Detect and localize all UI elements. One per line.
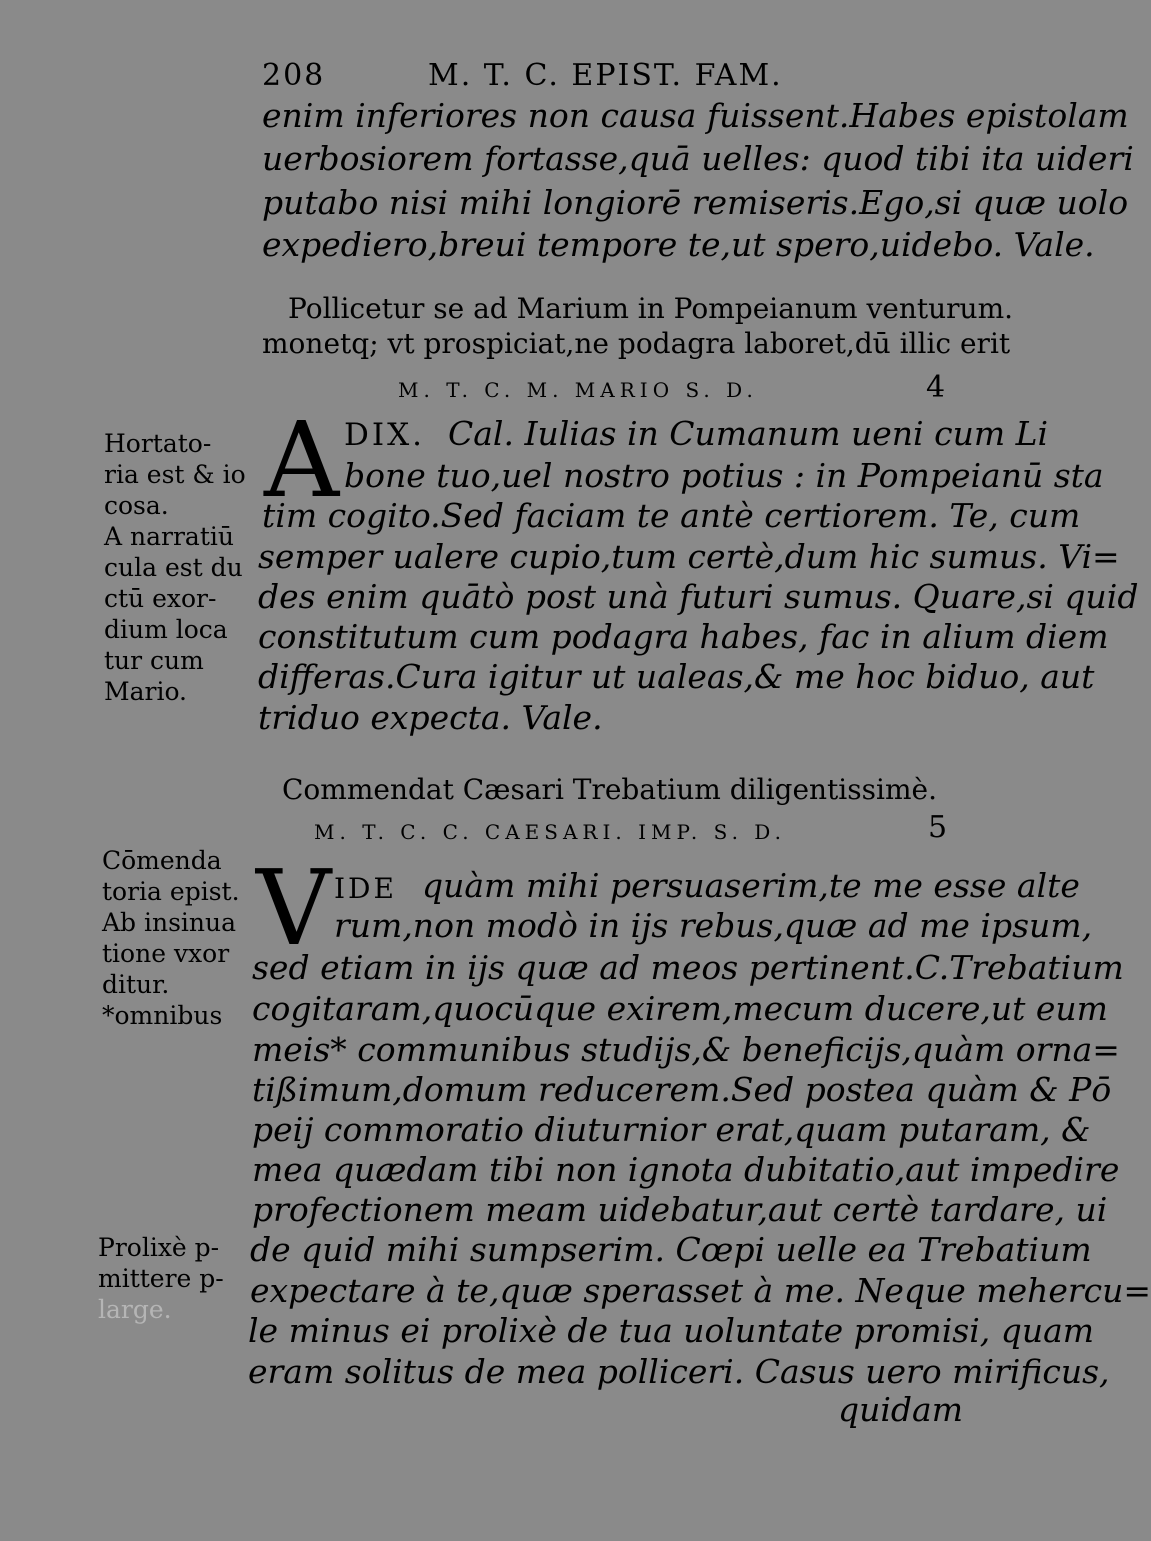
argument-line: Pollicetur se ad Marium in Pompeianum venturum. (288, 292, 1014, 325)
text-line: le minus ei prolixè de tua uoluntate promisi, quam (248, 1311, 1095, 1350)
note-line: mittere p- (98, 1264, 224, 1293)
note-line: ctū exor- (104, 584, 217, 613)
catchword: quidam (838, 1390, 964, 1429)
first-line-caps: DIX. (344, 417, 426, 453)
text-line: bone tuo,uel nostro potius : in Pompeianū sta (344, 456, 1104, 495)
first-line-caps: IDE (334, 872, 397, 905)
note-line: A narratiū (104, 522, 234, 551)
margin-note (98, 1232, 248, 1325)
page-number: 208 (262, 58, 326, 93)
text-line: tißimum,domum reducerem.Sed postea quàm & Pō (252, 1070, 1112, 1109)
note-line: tione vxor (102, 939, 230, 968)
salutation: M. T. C. C. CAESARI. IMP. S. D. (314, 820, 786, 844)
text-line: profectionem meam uidebatur,aut certè tardare, ui (252, 1190, 1108, 1229)
note-line: dium loca (104, 615, 228, 644)
text-line: eram solitus de mea polliceri. Casus uero mirificus, (248, 1352, 1110, 1391)
text-line: peij commoratio diuturnior erat,quam putaram, & (252, 1110, 1091, 1149)
text-line: expediero,breui tempore te,ut spero,uidebo. Vale. (262, 225, 1095, 264)
note-line: tur cum (104, 646, 204, 675)
text-line: triduo expecta. Vale. (258, 698, 603, 737)
running-title: M. T. C. EPIST. FAM. (428, 58, 783, 93)
argument-line: monetq; vt prospiciat,ne podagra laboret,dū illic erit (262, 327, 1011, 360)
note-line: *omnibus (102, 1001, 223, 1030)
text-line: des enim quātò post unà futuri sumus. Quare,si quid (258, 577, 1139, 616)
margin-note (104, 428, 254, 707)
text-line: de quid mihi sumpserim. Cœpi uelle ea Trebatium (250, 1230, 1092, 1269)
salutation: M. T. C. M. MARIO S. D. (398, 378, 758, 402)
text-line: mea quædam tibi non ignota dubitatio,aut impedire (252, 1150, 1120, 1189)
note-line: Mario. (104, 677, 188, 706)
text-line: Cal. Iulias in Cumanum ueni cum Li (448, 414, 1049, 453)
note-line: Hortato- (104, 429, 212, 458)
letter-number: 4 (926, 370, 946, 405)
text-line: cogitaram,quocūque exirem,mecum ducere,ut eum (252, 989, 1108, 1028)
note-line: Prolixè p- (98, 1233, 220, 1262)
text-line: enim inferiores non causa fuissent.Habes epistolam (262, 96, 1129, 135)
note-line: cula est du (104, 553, 243, 582)
drop-cap: V (256, 847, 332, 969)
text-line: sed etiam in ijs quæ ad meos pertinent.C.Trebatium (252, 948, 1124, 987)
text-line: semper ualere cupio,tum certè,dum hic sumus. Vi= (258, 537, 1120, 576)
note-line: ria est & io (104, 460, 246, 489)
text-line: putabo nisi mihi longiorē remiseris.Ego,si quæ uolo (262, 183, 1129, 222)
note-line: toria epist. (102, 877, 240, 906)
note-line: cosa. (104, 491, 169, 520)
margin-note (102, 845, 252, 1031)
note-line: large. (98, 1295, 172, 1324)
text-line: differas.Cura igitur ut ualeas,& me hoc biduo, aut (258, 657, 1095, 696)
text-line: expectare à te,quæ sperasset à me. Neque mehercu= (250, 1271, 1151, 1310)
text-line: tim cogito.Sed faciam te antè certiorem. Te, cum (262, 496, 1081, 535)
text-line: quàm mihi persuaserim,te me esse alte (422, 866, 1080, 905)
text-line: constitutum cum podagra habes, fac in alium diem (258, 617, 1109, 656)
letter-number: 5 (928, 810, 948, 845)
text-line: uerbosiorem fortasse,quā uelles: quod tibi ita uideri (262, 139, 1134, 178)
note-line: Ab insinua (102, 908, 237, 937)
drop-cap: A (264, 399, 340, 521)
text-line: rum,non modò in ijs rebus,quæ ad me ipsum, (334, 906, 1093, 945)
note-line: Cōmenda (102, 846, 222, 875)
note-line: ditur. (102, 970, 170, 999)
text-line: meis* communibus studijs,& beneficijs,quàm orna= (252, 1030, 1120, 1069)
argument-line: Commendat Cæsari Trebatium diligentissimè. (282, 773, 937, 806)
